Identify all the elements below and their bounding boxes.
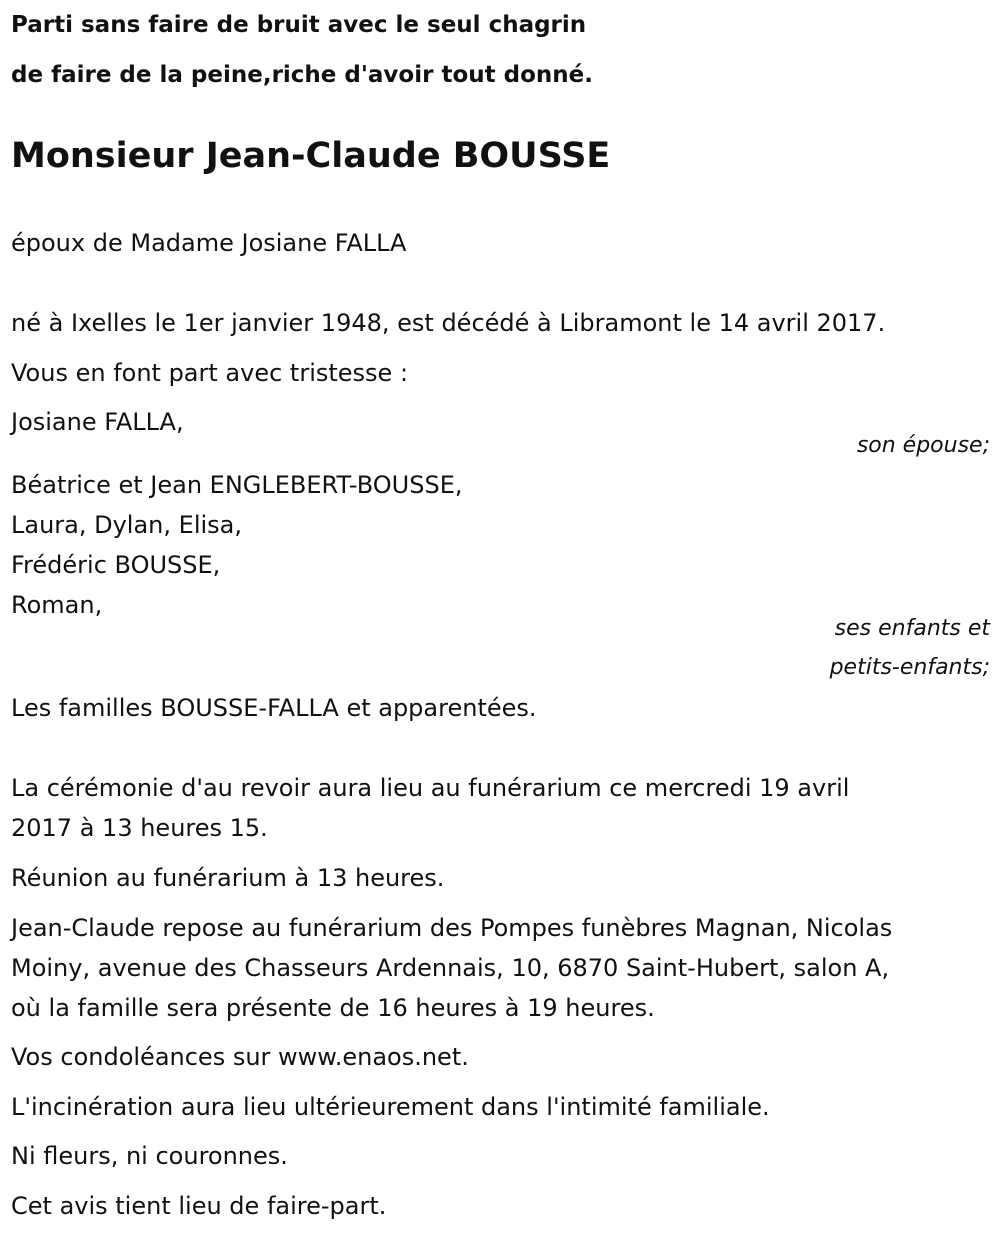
birth-death-line: né à Ixelles le 1er janvier 1948, est décédé à Libramont le 14 avril 2017.	[11, 309, 886, 337]
ceremony-line-2: 2017 à 13 heures 15.	[11, 814, 268, 842]
cremation-line: L'incinération aura lieu ultérieurement dans l'intimité familiale.	[11, 1093, 770, 1121]
repose-line-3: où la famille sera présente de 16 heures à 19 heures.	[11, 994, 655, 1022]
epigraph-line-2: de faire de la peine,riche d'avoir tout donné.	[11, 62, 593, 88]
child-name-2: Laura, Dylan, Elisa,	[11, 511, 242, 539]
obituary-notice	[11, 0, 990, 1240]
spouse-line: époux de Madame Josiane FALLA	[11, 229, 407, 257]
child-name-1: Béatrice et Jean ENGLEBERT-BOUSSE,	[11, 471, 463, 499]
spouse-name: Josiane FALLA,	[11, 408, 184, 436]
flowers-line: Ni fleurs, ni couronnes.	[11, 1142, 288, 1170]
closing-line: Cet avis tient lieu de faire-part.	[11, 1192, 387, 1220]
meeting-line: Réunion au funérarium à 13 heures.	[11, 864, 445, 892]
repose-line-1: Jean-Claude repose au funérarium des Pompes funèbres Magnan, Nicolas	[11, 914, 893, 942]
deceased-name-title: Monsieur Jean-Claude BOUSSE	[11, 136, 611, 176]
intro-line: Vous en font part avec tristesse :	[11, 359, 409, 387]
spouse-relation: son épouse;	[856, 433, 990, 458]
child-name-4: Roman,	[11, 591, 103, 619]
children-relation-line-1: ses enfants et	[834, 616, 990, 641]
repose-line-2: Moiny, avenue des Chasseurs Ardennais, 10, 6870 Saint-Hubert, salon A,	[11, 954, 890, 982]
epigraph-line-1: Parti sans faire de bruit avec le seul chagrin	[11, 12, 587, 38]
families-line: Les familles BOUSSE-FALLA et apparentées.	[11, 694, 537, 722]
child-name-3: Frédéric BOUSSE,	[11, 551, 221, 579]
ceremony-line-1: La cérémonie d'au revoir aura lieu au funérarium ce mercredi 19 avril	[11, 774, 850, 802]
children-relation-line-2: petits-enfants;	[829, 655, 990, 680]
condolences-line: Vos condoléances sur www.enaos.net.	[11, 1043, 469, 1071]
